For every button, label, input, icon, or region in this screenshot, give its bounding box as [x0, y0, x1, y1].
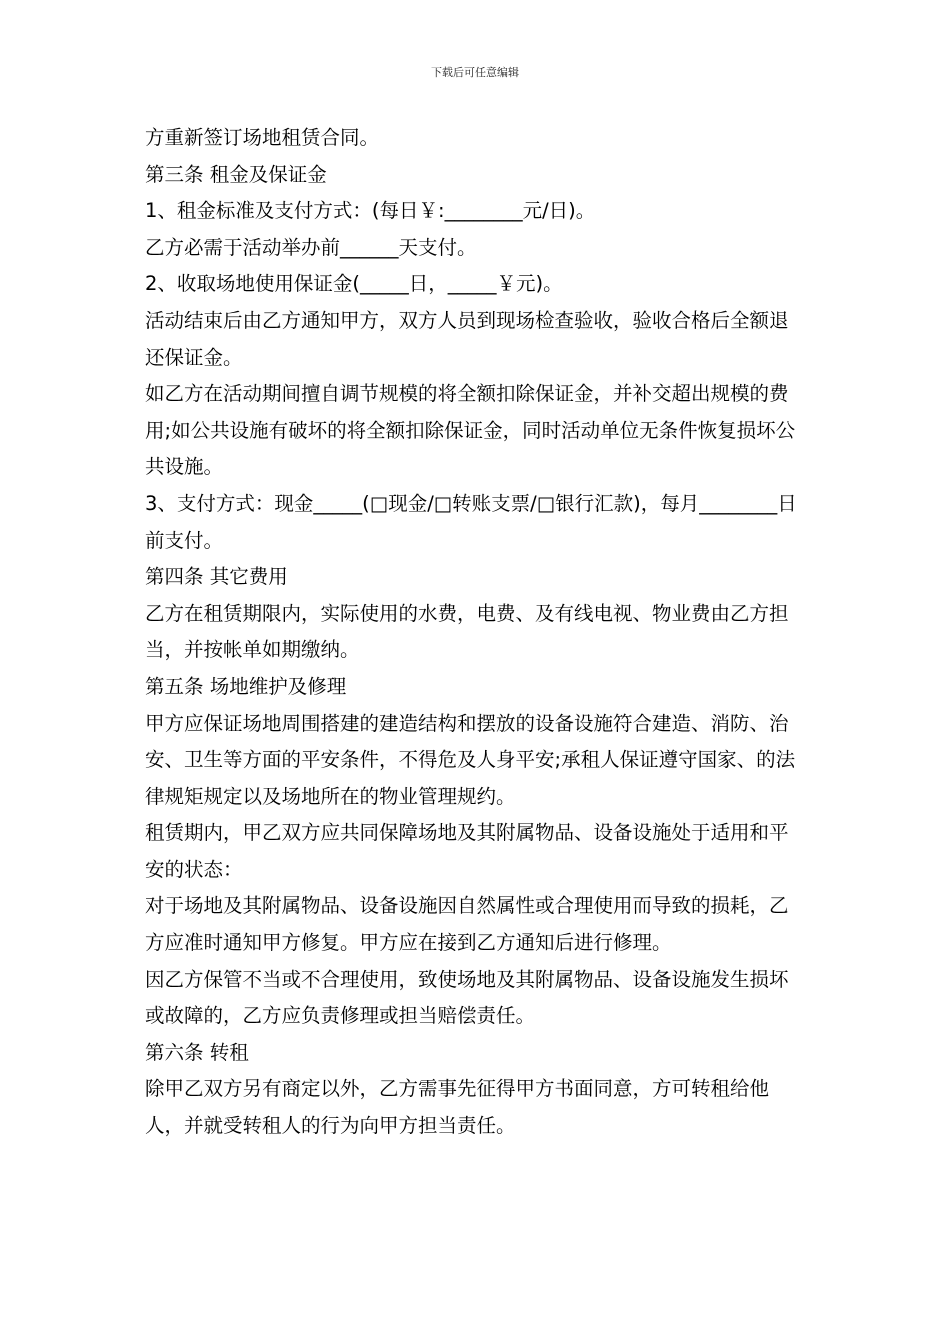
section-heading-3: 第三条 租金及保证金 — [145, 162, 327, 186]
clause-joint-maintenance: 租赁期内，甲乙双方应共同保障场地及其附属物品、设备设施处于适用和平安的状态： — [145, 821, 789, 881]
section-heading-4: 第四条 其它费用 — [145, 565, 288, 589]
clause-payment-method: 3、支付方式：现金_____(□现金/□转账支票/□银行汇款)，每月________日前支付。 — [145, 491, 797, 552]
clause-rent-standard: 1、租金标准及支付方式：(每日￥:________元/日)。 — [145, 199, 596, 223]
page-header: 下载后可任意编辑 — [431, 66, 519, 79]
clause-deposit-deduction: 如乙方在活动期间擅自调节规模的将全额扣除保证金，并补交超出规模的费用;如公共设施有破坏的将全额扣除保证金，同时活动单位无条件恢复损坏公共设施。 — [145, 382, 796, 479]
clause-deposit-refund: 活动结束后由乙方通知甲方，双方人员到现场检查验收，验收合格后全额退还保证金。 — [145, 308, 789, 369]
clause-other-fees: 乙方在租赁期限内，实际使用的水费，电费、及有线电视、物业费由乙方担当，并按帐单如期缴纳。 — [145, 601, 789, 662]
section-heading-5: 第五条 场地维护及修理 — [145, 674, 347, 698]
clause-natural-wear: 对于场地及其附属物品、设备设施因自然属性或合理使用而导致的损耗，乙方应准时通知甲方修复。甲方应在接到乙方通知后进行修理。 — [145, 894, 789, 955]
paragraph-continuation: 方重新签订场地租赁合同。 — [145, 126, 380, 149]
document-body — [145, 120, 807, 1145]
section-heading-6: 第六条 转租 — [145, 1040, 249, 1064]
clause-safety: 甲方应保证场地周围搭建的建造结构和摆放的设备设施符合建造、消防、治安、卫生等方面的平安条件，不得危及人身平安;承租人保证遵守国家、的法律规矩规定以及场地所在的物业管理规约。 — [145, 711, 796, 808]
clause-sublease: 除甲乙双方另有商定以外，乙方需事先征得甲方书面同意，方可转租给他人，并就受转租人的行为向甲方担当责任。 — [145, 1077, 770, 1138]
clause-payment-deadline: 乙方必需于活动举办前______天支付。 — [145, 235, 477, 259]
clause-deposit: 2、收取场地使用保证金(_____日，_____￥元)。 — [145, 272, 563, 296]
clause-damage-liability: 因乙方保管不当或不合理使用，致使场地及其附属物品、设备设施发生损坏或故障的，乙方应负责修理或担当赔偿责任。 — [145, 967, 789, 1028]
